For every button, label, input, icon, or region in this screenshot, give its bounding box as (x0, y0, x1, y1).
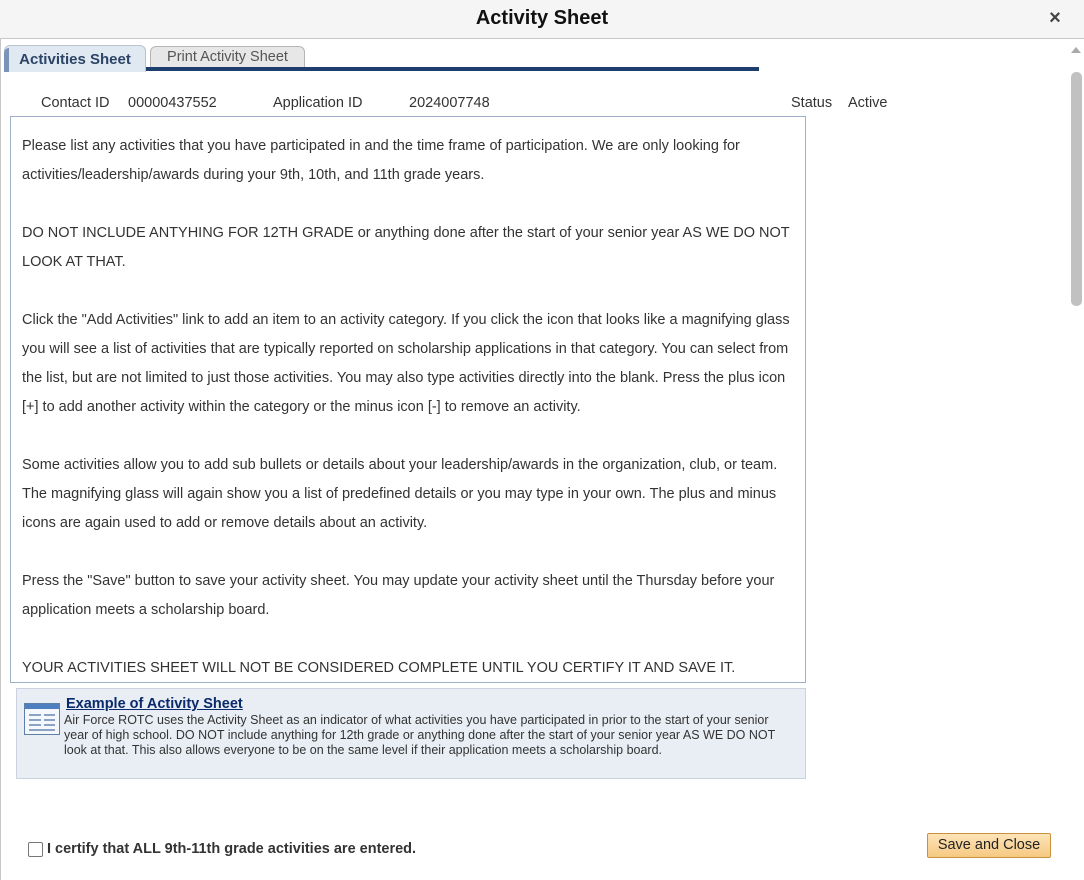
certify-label: I certify that ALL 9th-11th grade activities are entered. (47, 841, 417, 857)
title-bar (0, 0, 1084, 39)
application-id-value: 2024007748 (409, 95, 490, 111)
save-and-close-button[interactable]: Save and Close (927, 833, 1051, 858)
instruction-paragraph: DO NOT INCLUDE ANTYHING FOR 12TH GRADE or anything done after the start of your senior year AS WE DO NOT LOOK AT THAT. (22, 225, 790, 270)
example-panel (16, 688, 806, 779)
instructions-box (10, 116, 806, 683)
left-border (0, 39, 1, 880)
status-label: Status (791, 95, 833, 111)
instruction-paragraph: Some activities allow you to add sub bullets or details about your leadership/awards in the organization, club, or team. The magnifying glass will again show you a list of predefined details or you may type in your own. The plus and minus icons are again used to add or remove details about an activity. (22, 457, 778, 531)
window-title: Activity Sheet (475, 7, 609, 29)
scrollbar-thumb[interactable] (1071, 72, 1082, 306)
instruction-paragraph: Press the "Save" button to save your activity sheet. You may update your activity sheet until the Thursday before your application meets a scholarship board. (22, 573, 775, 618)
document-icon (24, 703, 60, 735)
tab-activities-sheet[interactable]: Activities Sheet (4, 45, 146, 72)
application-id-label: Application ID (273, 95, 363, 111)
certify-row (28, 841, 416, 857)
tab-print-activity-sheet[interactable]: Print Activity Sheet (150, 46, 305, 67)
contact-id-label: Contact ID (41, 95, 110, 111)
tab-underline (146, 67, 759, 71)
scroll-up-arrow-icon[interactable] (1071, 47, 1081, 53)
instruction-paragraph: Please list any activities that you have participated in and the time frame of participation. We are only looking for activities/leadership/awards during your 9th, 10th, and 11th grade years. (22, 138, 740, 183)
certify-checkbox[interactable] (28, 842, 43, 857)
close-icon[interactable]: × (1049, 7, 1061, 29)
contact-id-value: 00000437552 (128, 95, 217, 111)
example-activity-sheet-link[interactable]: Example of Activity Sheet (66, 696, 243, 712)
example-description: Air Force ROTC uses the Activity Sheet as an indicator of what activities you have participated in prior to the start of your senior year of high school. DO NOT include anything for 12th grade or anything done after the start of your senior year AS WE DO NOT look at that. This also allows everyone to be on the same level if their application meets a scholarship board. (64, 713, 776, 757)
instruction-paragraph: Click the "Add Activities" link to add an item to an activity category. If you click the icon that looks like a magnifying glass you will see a list of activities that are typically reported on scholarship applications in that category. You can select from the list, but are not limited to just those activities. You may also type activities directly into the blank. Press the plus icon [+] to add another activity within the category or the minus icon [-] to remove an activity. (22, 312, 790, 415)
instruction-paragraph: YOUR ACTIVITIES SHEET WILL NOT BE CONSIDERED COMPLETE UNTIL YOU CERTIFY IT AND SAVE IT. (22, 660, 736, 676)
status-value: Active (848, 95, 888, 111)
